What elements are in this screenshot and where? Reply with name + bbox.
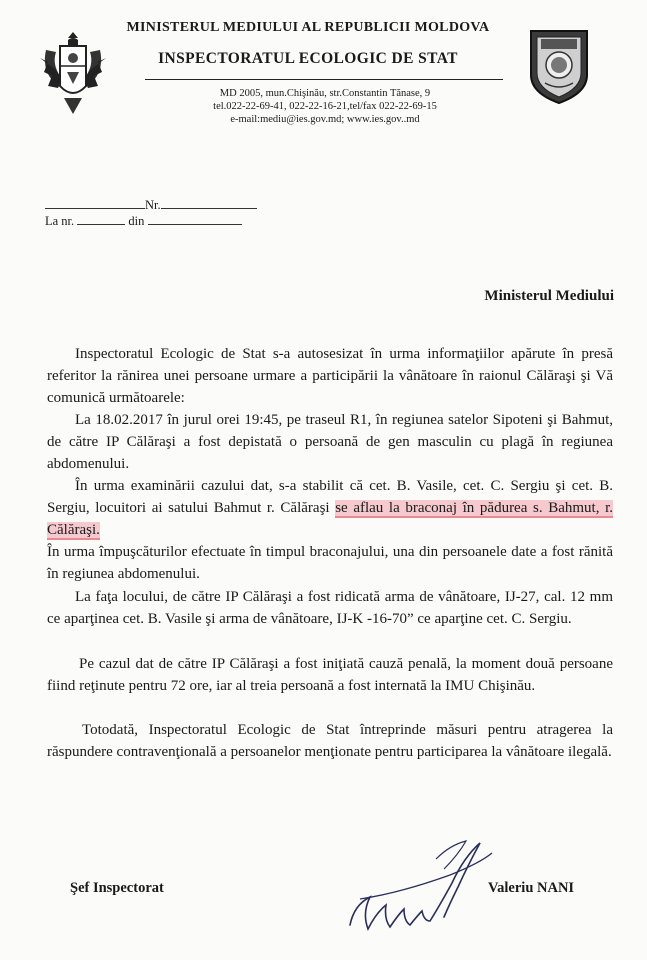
signatory-title: Şef Inspectorat — [70, 880, 164, 896]
la-nr-blank — [77, 213, 125, 225]
email-line: e-mail:mediu@ies.gov.md; www.ies.gov..md — [230, 114, 420, 125]
paragraph-6: Pe cazul dat de către IP Călăraşi a fost iniţiată cauză penală, la moment două persoane fiind reţinute pentru 72 ore, iar al treia persoană a fost internată la IMU Chişinău. — [47, 656, 613, 694]
paragraph-4: În urma împuşcăturilor efectuate în timpul braconajului, una din persoanele date a fost rănită în regiunea abdomenului. — [47, 544, 613, 582]
outgoing-number-line — [45, 197, 257, 213]
inspectorate-shield-emblem-icon — [525, 25, 593, 107]
highlighted-text: se aflau la braconaj în pădurea s. Bahmut, r. Călăraşi. — [47, 500, 613, 538]
header-divider — [145, 79, 503, 80]
paragraph-7: Totodată, Inspectoratul Ecologic de Stat întreprinde măsuri pentru atragerea la răspundere contravenţională a persoanelor menţionate pentru participarea la vânătoare ilegală. — [47, 722, 613, 760]
incoming-number-line — [45, 213, 242, 229]
signatory-name: Valeriu NANI — [488, 880, 575, 896]
paragraph-2: La 18.02.2017 în jurul orei 19:45, pe traseul R1, în regiunea satelor Sipoteni şi Bahmut, de către IP Călăraşi a fost depistată o persoană de gen masculin cu plagă în regiunea abdomenului. — [47, 412, 613, 472]
address-line: MD 2005, mun.Chişinău, str.Constantin Tănase, 9 — [219, 88, 431, 99]
nr-label: Nr. — [145, 198, 161, 212]
nr-blank — [161, 197, 257, 209]
date-blank — [45, 197, 145, 209]
paragraph-5: La faţa locului, de către IP Călăraşi a fost ridicată arma de vânătoare, IJ-27, cal. 12 mm ce aparţinea cet. B. Vasile şi arma de vânătoare, IJ-K -16-70” ce aparţine cet. C. Sergiu. — [47, 589, 613, 627]
letterhead — [0, 0, 647, 135]
din-label: din — [128, 214, 145, 228]
paragraph-1: Inspectoratul Ecologic de Stat s-a autosesizat în urma informaţiilor apărute în presă referitor la rănirea unei persoane urmare a participării la vânătoare în raionul Călăraşi şi Vă comunică următoarele: — [47, 346, 613, 406]
moldova-coat-of-arms-icon — [38, 28, 108, 116]
handwritten-signature-icon — [340, 835, 500, 940]
ministry-name: MINISTERUL MEDIULUI AL REPUBLICII MOLDOVA — [126, 20, 490, 35]
addressee: Ministerul Mediului — [484, 288, 614, 304]
la-nr-label: La nr. — [45, 214, 75, 228]
phones-line: tel.022-22-69-41, 022-22-16-21,tel/fax 022-22-69-15 — [213, 101, 437, 112]
din-blank — [148, 213, 242, 225]
inspectorate-name: INSPECTORATUL ECOLOGIC DE STAT — [158, 50, 458, 67]
paragraph-3-text: În urma examinării cazului dat, s-a stabilit că cet. B. Vasile, cet. C. Sergiu şi cet. B. Sergiu, locuitori ai satului Bahmut r. Călăraşi — [47, 478, 613, 516]
paragraph-3 — [47, 475, 613, 541]
